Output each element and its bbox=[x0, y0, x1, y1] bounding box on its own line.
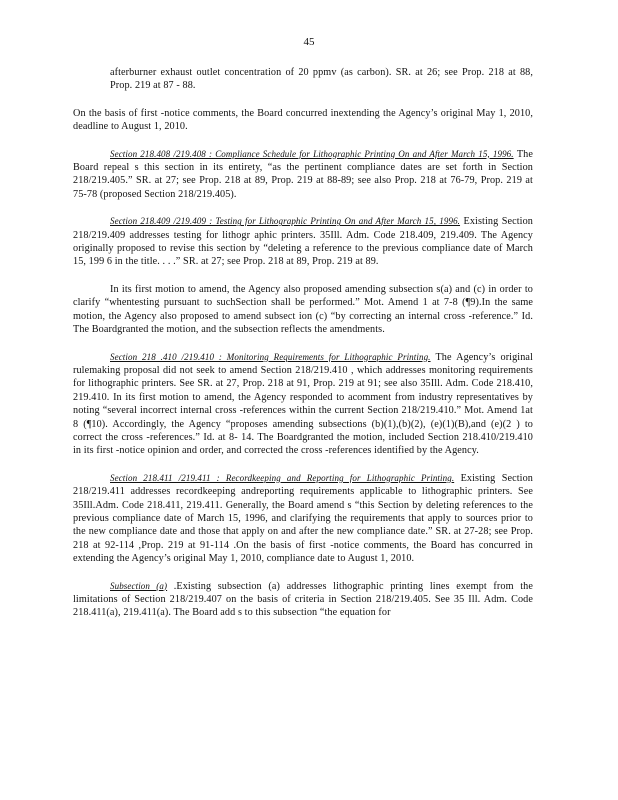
paragraph bbox=[73, 66, 533, 93]
paragraph-text: On the basis of first -notice comments, the Board concurred inextending the Agency’s original May 1, 2010, deadline to August 1, 2010. bbox=[73, 107, 533, 133]
paragraph bbox=[73, 107, 533, 134]
document-body bbox=[73, 66, 533, 633]
paragraph-text: Existing Section 218/219.411 addresses recordkeeping andreporting requirements applicable to lithographic printers. See 35Ill.Adm. Code 218.411, 219.411. Generally, the Board amend s “this Section by deleting references to the previous compliance date of March 15, 1996, and clarifying the requirements that apply to sources prior to the new compliance date and those that apply on and after the new compliance date.” SR. at 27-28; see Prop. 218 at 92-114 ,Prop. 219 at 91-114 .On the basis of first -notice comments, the Board has concurred in extending the Agency’s original May 1, 2010, compliance date to August 1, 2010. bbox=[73, 472, 533, 565]
section-heading: Section 218.409 /219.409 : Testing for Lithographic Printing On and After March 15, 1996. bbox=[110, 216, 461, 227]
paragraph bbox=[73, 283, 533, 337]
section-heading: Section 218.411 /219.411 : Recordkeeping and Reporting for Lithographic Printing. bbox=[110, 472, 455, 483]
paragraph-text: The Board repeal s this section in its entirety, “as the pertinent compliance dates are set forth in Section 218/219.405.” SR. at 27; see Prop. 218 at 89, Prop. 219 at 88-89; see also Prop. 218 at 76-79, Prop. 219 at 75-78 (proposed Section 218/219.405). bbox=[73, 148, 533, 200]
section-paragraph bbox=[73, 351, 533, 458]
section-heading: Section 218.408 /219.408 : Compliance Schedule for Lithographic Printing On and After March 15, 1996. bbox=[110, 148, 514, 159]
section-paragraph bbox=[73, 215, 533, 269]
paragraph-text: .Existing subsection (a) addresses lithographic printing lines exempt from the limitations of Section 218/219.407 on the basis of criteria in Section 218/219.405. See 35 Ill. Adm. Code 218.411(a), 219.411(a). The Board add s to this subsection “the equation for bbox=[73, 580, 533, 619]
section-heading: Section 218 .410 /219.410 : Monitoring Requirements for Lithographic Printing. bbox=[110, 351, 431, 362]
section-heading: Subsection (a) bbox=[110, 580, 168, 591]
section-paragraph bbox=[73, 472, 533, 566]
paragraph-text: Existing Section 218/219.409 addresses testing for lithogr aphic printers. 35Ill. Adm. Code 218.409, 219.409. The Agency originally proposed to revise this section by “deleting a reference to the previous compliance date of March 15, 199 6 in the title. . . .” SR. at 27; see Prop. 218 at 89, Prop. 219 at 89. bbox=[73, 216, 533, 268]
paragraph-text: afterburner exhaust outlet concentration of 20 ppmv (as carbon). SR. at 26; see Prop. 218 at 88, Prop. 219 at 87 - 88. bbox=[110, 67, 533, 92]
section-paragraph bbox=[73, 580, 533, 620]
paragraph-text: In its first motion to amend, the Agency also proposed amending subsection s(a) and (c) in order to clarify “whentesting pursuant to suchSection shall be performed.” Mot. Amend 1 at 7-8 (¶9).In the same motion, the Agency also proposed to amend subsect ion (c) “by correcting an internal cross -reference.” Id. The Boardgranted the motion, and the subsection reflects the amendments. bbox=[73, 283, 533, 336]
section-paragraph bbox=[73, 148, 533, 202]
page-number: 45 bbox=[303, 36, 315, 48]
paragraph-text: The Agency’s original rulemaking proposal did not seek to amend Section 218/219.410 , which addresses monitoring requirements for lithographic printers. See SR. at 27, Prop. 218 at 91, Prop. 219 at 91; see also 35Ill. Adm. Code 218.410, 219.410. In its first motion to amend, the Agency responded to acomment from industry representatives by noting “several incorrect internal cross -references within the current Section 218/219.410.” Mot. Amend 1at 8 (¶10). Accordingly, the Agency “proposes amending subsections (b)(1),(b)(2), (e)(1)(B),and (e)(2 ) to correct the cross -references.” Id. at 8- 14. The Boardgranted the motion, included Section 218.410/219.410 in its first -notice opinion and order, and corrected the cross -references identified by the Agency. bbox=[73, 351, 533, 457]
